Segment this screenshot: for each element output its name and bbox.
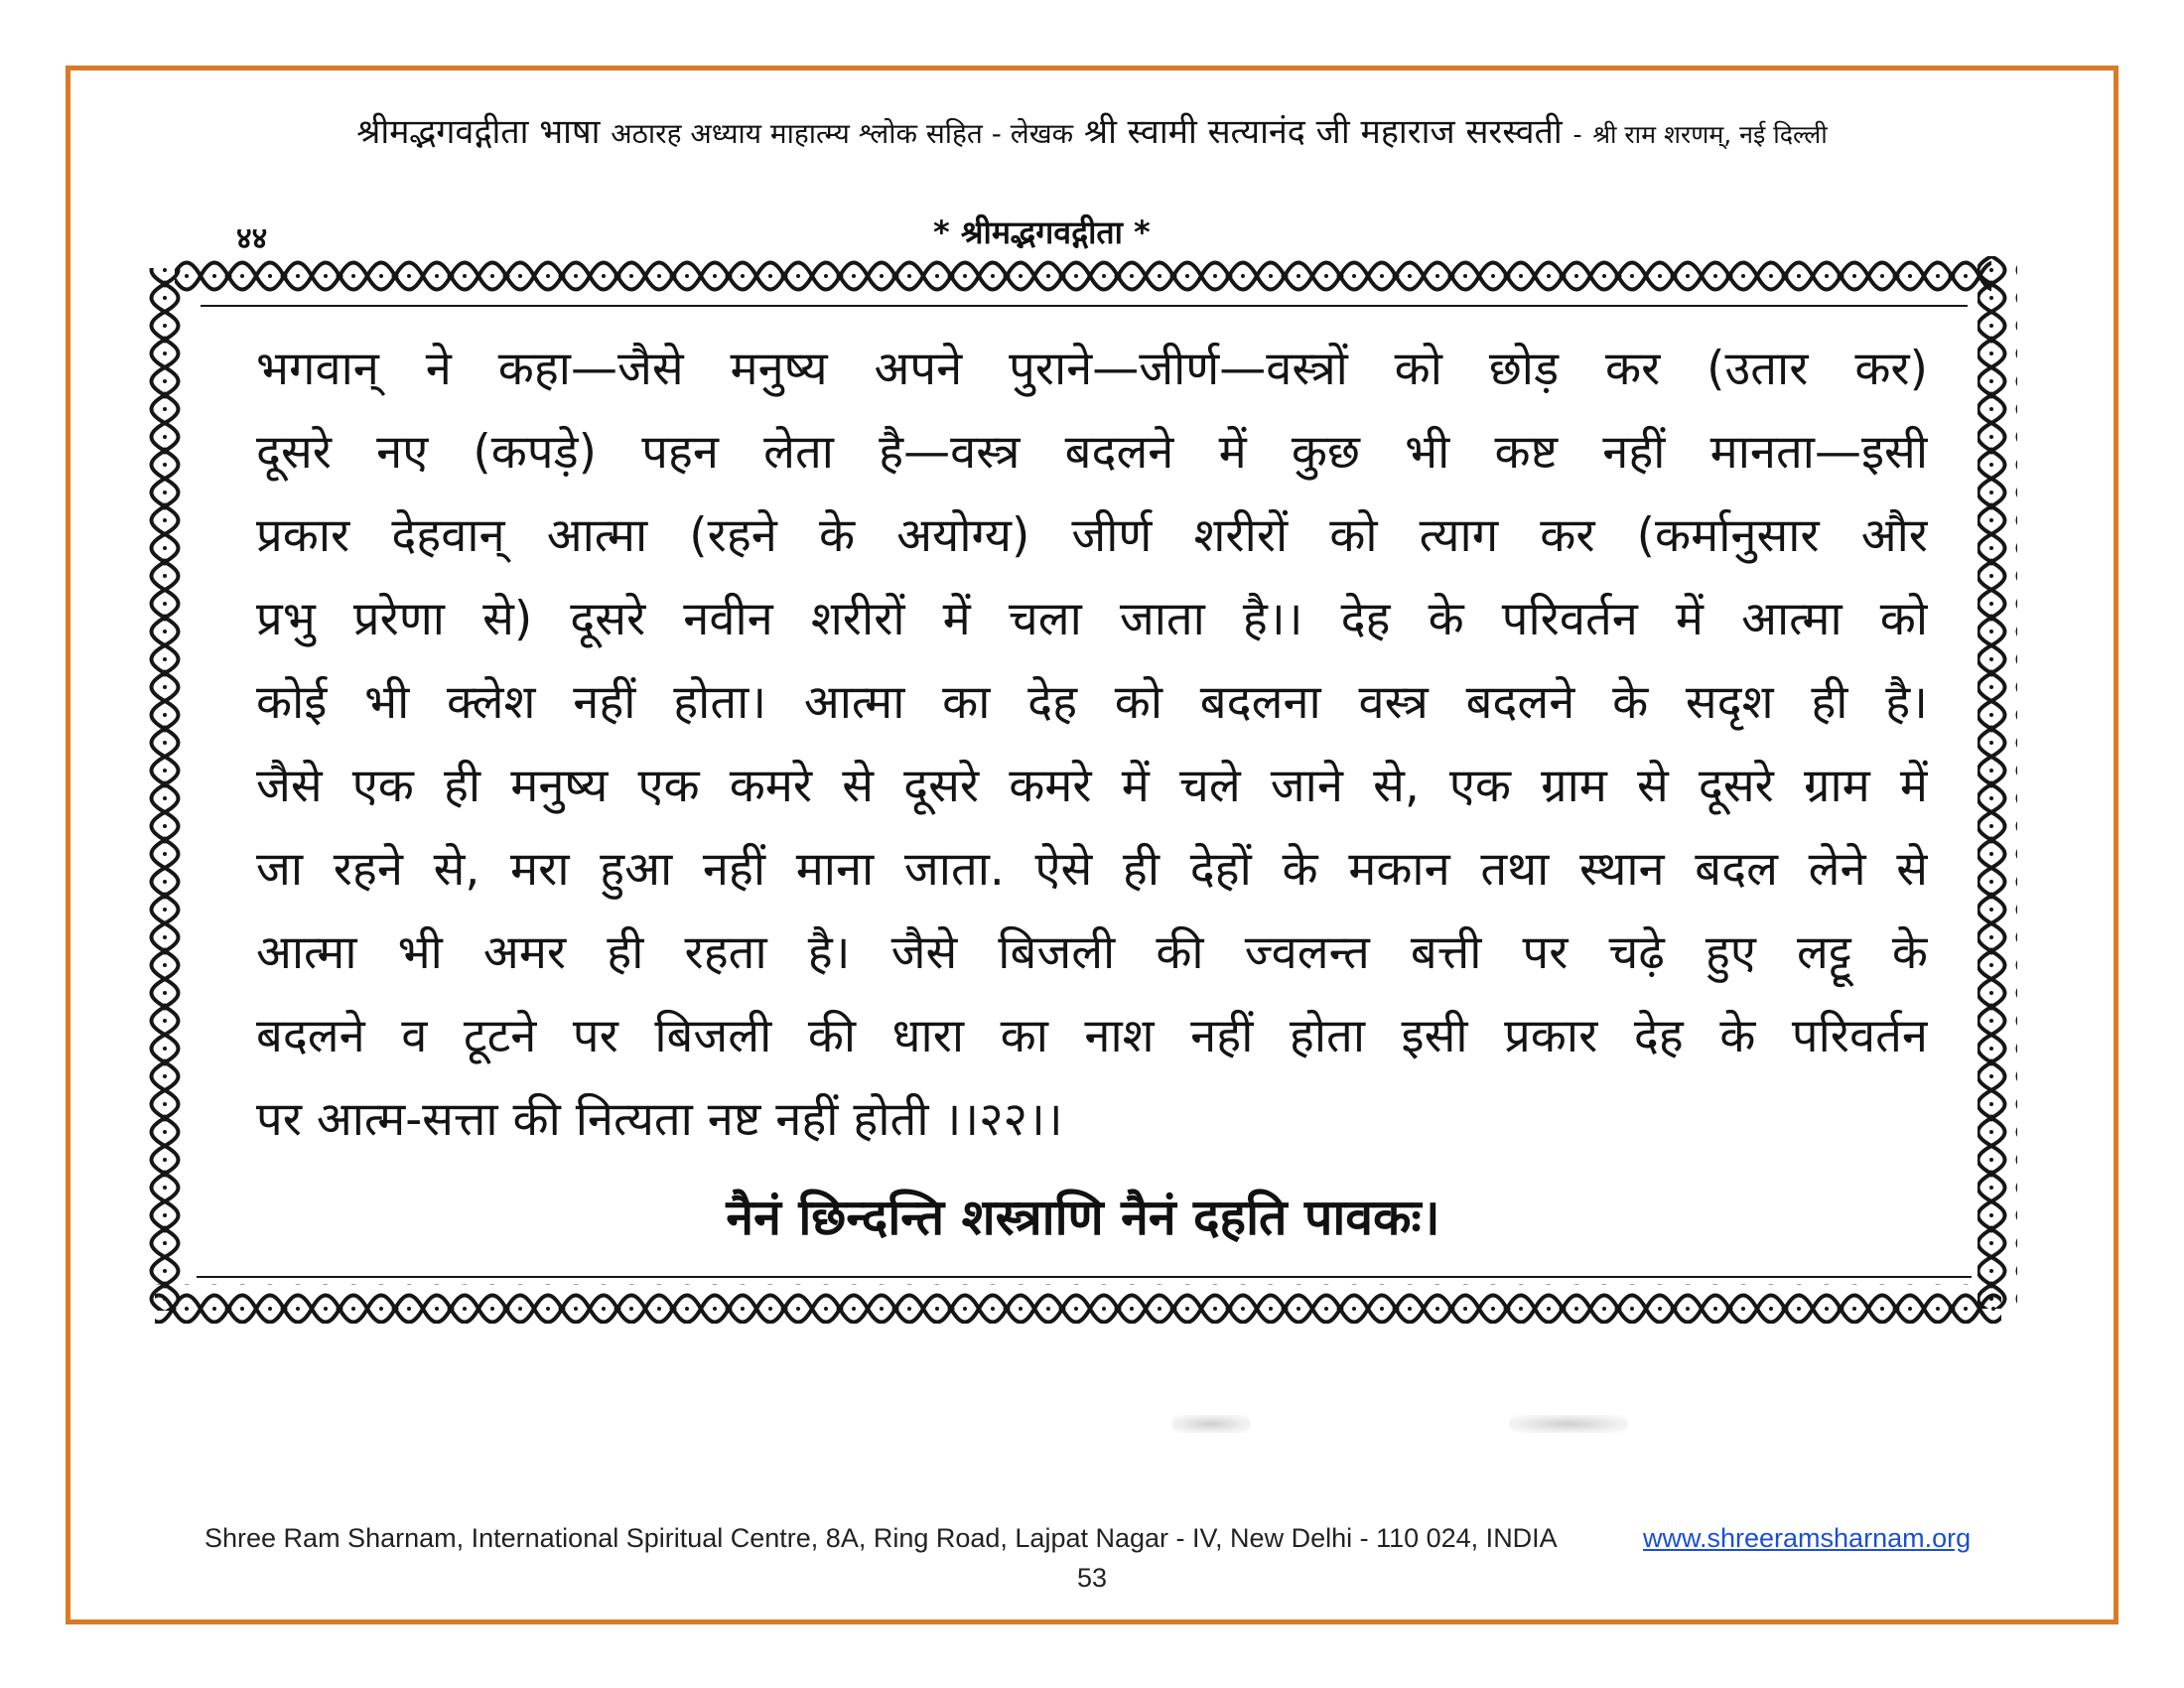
header-subtitle: अठारह अध्याय माहात्म्य श्लोक सहित - लेखक — [611, 117, 1074, 150]
header-author: श्री स्वामी सत्यानंद जी महाराज सरस्वती — [1084, 112, 1563, 152]
text-line: भगवान् ने कहा—जैसे मनुष्य अपने पुराने—जीर्ण—वस्त्रों को छोड़ कर (उतार कर) — [256, 342, 1928, 396]
header-title: श्रीमद्भगवद्गीता भाषा — [356, 112, 601, 152]
scripture-commentary — [256, 328, 1928, 1162]
scan-smudge — [1509, 1415, 1628, 1433]
page-header — [109, 107, 2075, 153]
scan-page-number: ४४ — [236, 221, 268, 256]
text-line: प्रकार देहवान् आत्मा (रहने के अयोग्य) जीर्ण शरीरों को त्याग कर (कर्मानुसार और — [256, 508, 1928, 563]
text-line: जा रहने से, मरा हुआ नहीं माना जाता. ऐसे ही देहों के मकान तथा स्थान बदल लेने से — [256, 842, 1928, 897]
scan-running-title: * श्रीमद्भगवद्गीता * — [933, 213, 1151, 251]
header-publisher: श्री राम शरणम्, नई दिल्ली — [1592, 120, 1828, 149]
text-line: जैसे एक ही मनुष्य एक कमरे से दूसरे कमरे में चले जाने से, एक ग्राम से दूसरे ग्राम में — [256, 759, 1928, 813]
website-link[interactable]: www.shreeramsharnam.org — [1643, 1523, 1972, 1553]
scan-smudge — [1171, 1415, 1251, 1433]
header-separator: - — [1572, 120, 1582, 149]
text-line: पर आत्म-सत्ता की नित्यता नष्ट नहीं होती ।।२२।। — [256, 1092, 1063, 1147]
text-line: कोई भी क्लेश नहीं होता। आत्मा का देह को बदलना वस्त्र बदलने के सदृश ही है। — [256, 675, 1928, 730]
shloka-verse: नैनं छिन्दन्ति शस्त्राणि नैनं दहति पावकः। — [726, 1189, 1440, 1246]
text-line: बदलने व टूटने पर बिजली की धारा का नाश नहीं होता इसी प्रकार देह के परिवर्तन — [256, 1009, 1928, 1063]
text-line: प्रभु प्ररेणा से) दूसरे नवीन शरीरों में चला जाता है।। देह के परिवर्तन में आत्मा को — [256, 592, 1928, 646]
footer-address: Shree Ram Sharnam, International Spiritual Centre, 8A, Ring Road, Lajpat Nagar - IV, New Delhi - 110 024, INDIA — [205, 1523, 1558, 1553]
text-line: आत्मा भी अमर ही रहता है। जैसे बिजली की ज्वलन्त बत्ती पर चढ़े हुए लट्टू के — [256, 925, 1928, 980]
text-line: दूसरे नए (कपड़े) पहन लेता है—वस्त्र बदलने में कुछ भी कष्ट नहीं मानता—इसी — [256, 425, 1928, 480]
footer-page-number: 53 — [1076, 1563, 1108, 1593]
